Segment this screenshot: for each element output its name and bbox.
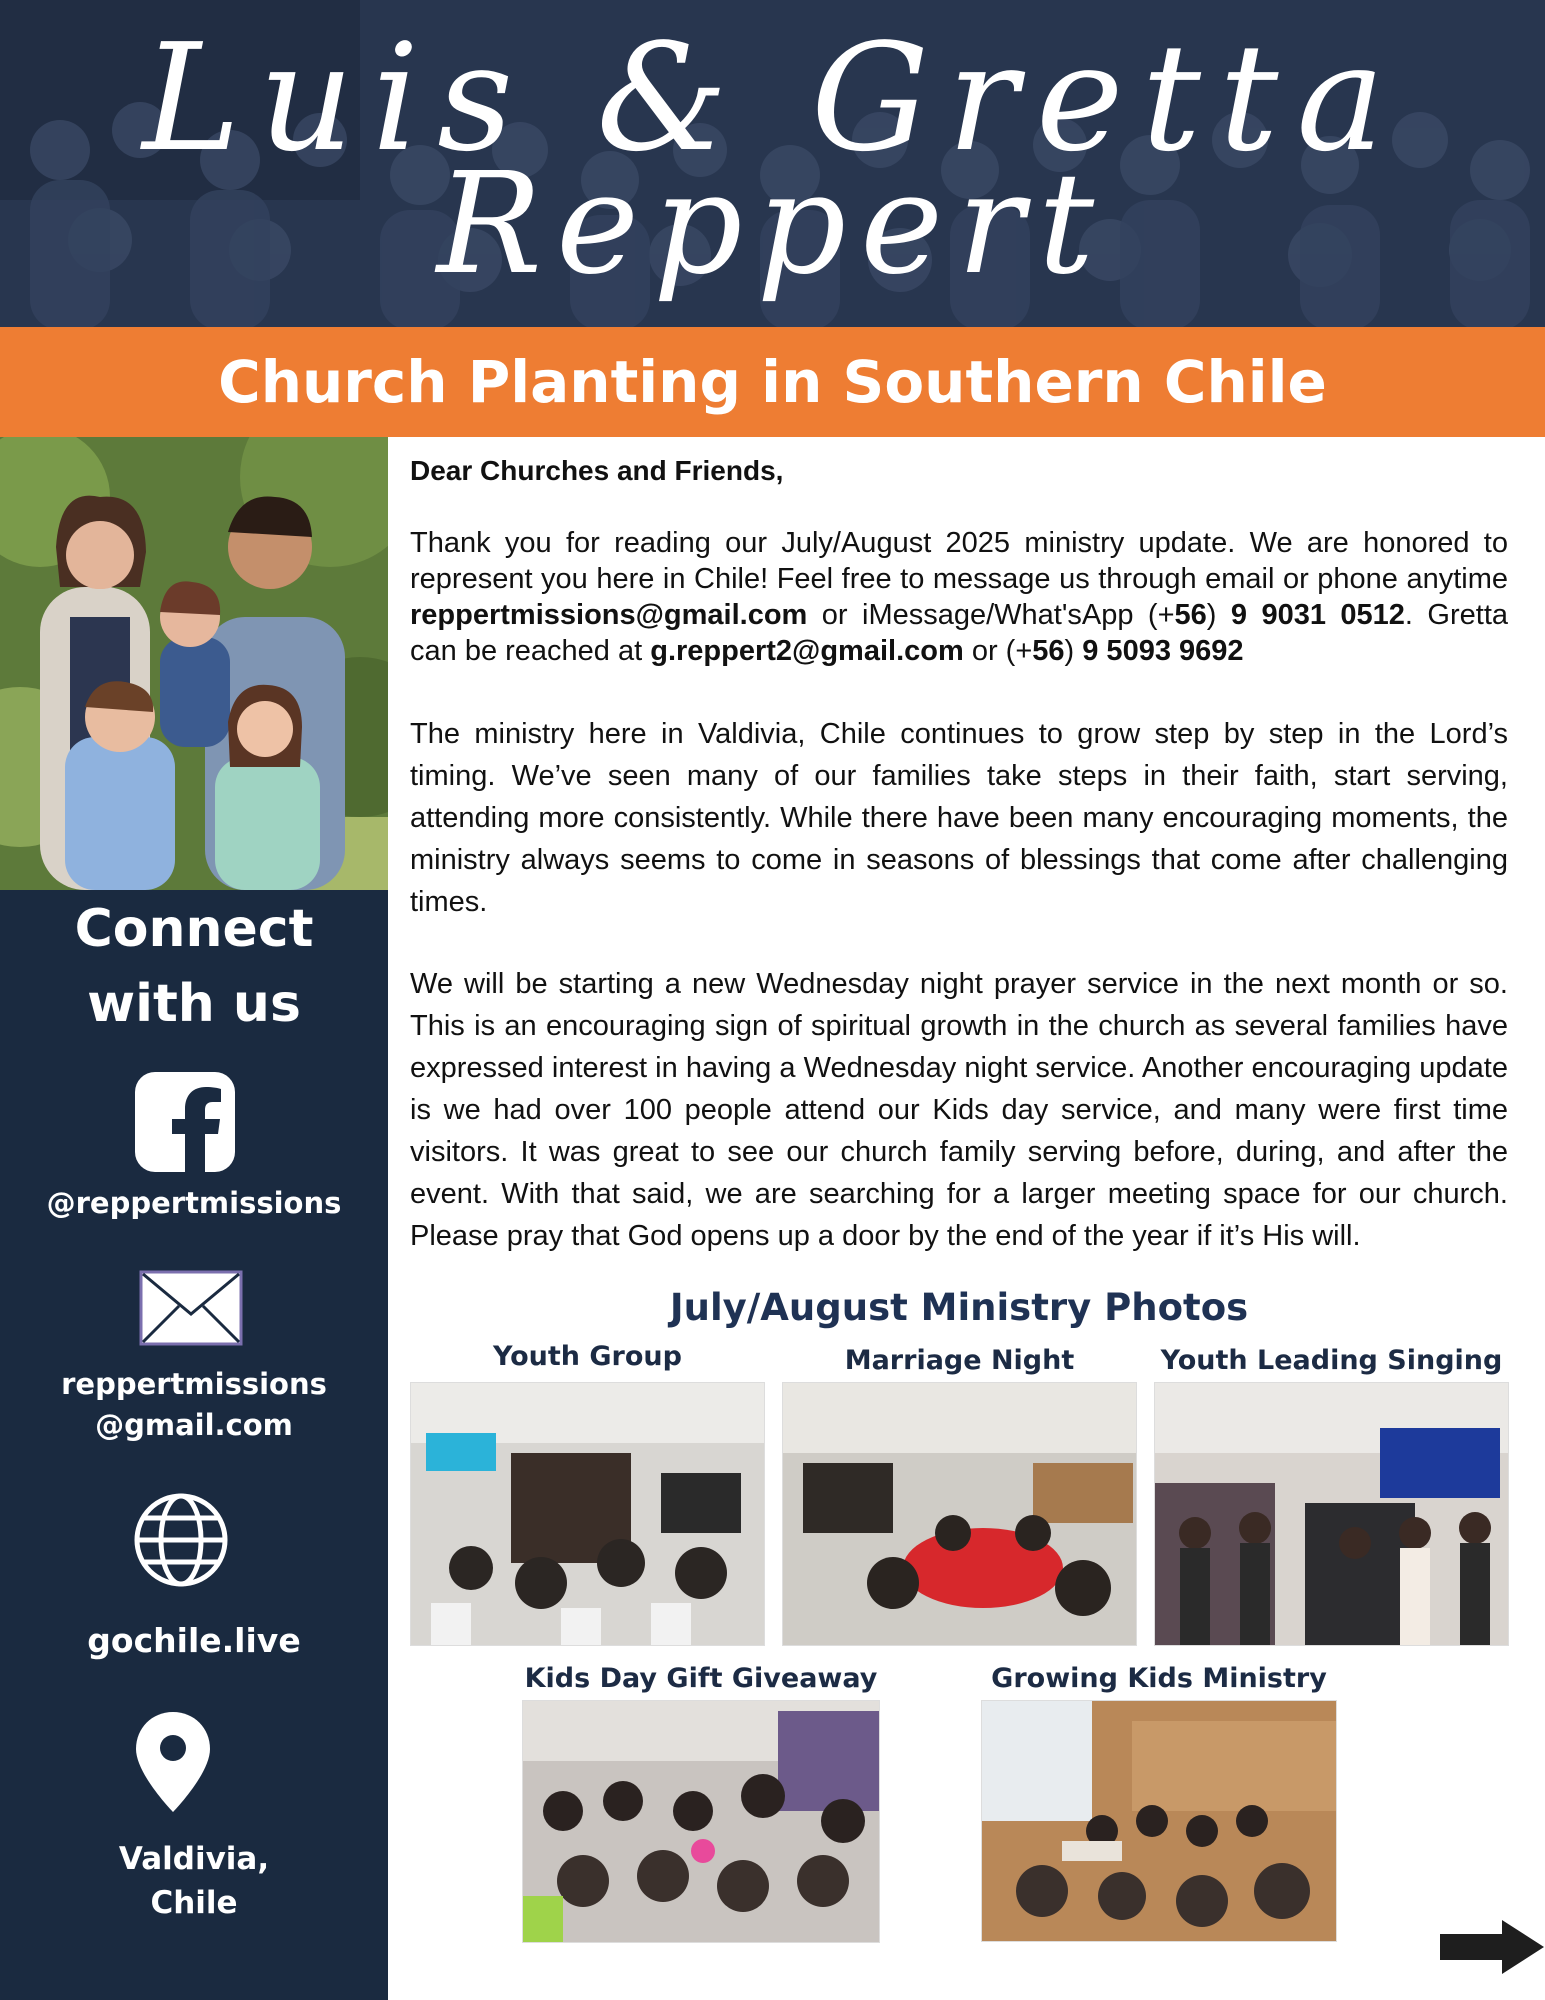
p1-text-f: ) [1064, 635, 1083, 667]
connect-title-line1: Connect [74, 899, 314, 959]
country-code-1: 56 [1174, 599, 1207, 631]
facebook-icon[interactable] [135, 1072, 235, 1172]
location-line2: Chile [150, 1885, 238, 1921]
email-line1[interactable]: reppertmissions [61, 1367, 327, 1401]
globe-icon[interactable] [133, 1492, 229, 1588]
connect-title-line2: with us [87, 974, 301, 1034]
caption-marriage-night: Marriage Night [844, 1345, 1075, 1376]
title-names: Luis & Gretta [142, 12, 1403, 184]
connect-sidebar [0, 890, 388, 2000]
p1-text-c: ) [1206, 599, 1231, 631]
location-pin-icon [136, 1712, 210, 1812]
website-link[interactable]: gochile.live [87, 1621, 301, 1660]
gretta-phone[interactable]: 9 5093 9692 [1082, 635, 1244, 667]
p1-text-e: or (+ [963, 635, 1033, 667]
caption-youth-group: Youth Group [493, 1341, 682, 1372]
photo-youth-leading-singing [1154, 1382, 1509, 1646]
facebook-handle[interactable]: @reppertmissions [46, 1186, 342, 1220]
next-page-arrow-icon[interactable] [1440, 1920, 1544, 1974]
photos-heading: July/August Ministry Photos [669, 1286, 1249, 1329]
photo-marriage-night [782, 1382, 1137, 1646]
letter-greeting: Dear Churches and Friends, [410, 455, 784, 486]
luis-email[interactable]: reppertmissions@gmail.com [410, 599, 808, 631]
caption-kids-day-gift-giveaway: Kids Day Gift Giveaway [524, 1663, 878, 1694]
caption-growing-kids-ministry: Growing Kids Ministry [991, 1663, 1327, 1694]
letter-paragraph-1 [410, 525, 1508, 669]
photo-kids-day-gift-giveaway [522, 1700, 880, 1943]
letter-paragraph-3: We will be starting a new Wednesday night prayer service in the next month or so. This is an encouraging sign of spiritual growth in the church as several families have expressed interest in having a Wednesday night service. Another encouraging update is we had over 100 people attend our Kids day service, and many were first time visitors. It was great to see our church family serving before, during, and after the event. With that said, we are searching for a larger meeting space for our church. Please pray that God opens up a door by the end of the year if it’s His will. [410, 968, 1508, 1252]
luis-phone[interactable]: 9 9031 0512 [1230, 599, 1405, 631]
subtitle-banner: Church Planting in Southern Chile [0, 327, 1545, 437]
photo-youth-group [410, 1382, 765, 1646]
letter-paragraph-2: The ministry here in Valdivia, Chile continues to grow step by step in the Lord’s timing. We’ve seen many of our families take steps in their faith, start serving, attending more consistently. While there have been many encouraging moments, the ministry always seems to come in seasons of blessings that come after challenging times. [410, 718, 1508, 918]
caption-youth-leading-singing: Youth Leading Singing [1160, 1345, 1503, 1376]
location-line1: Valdivia, [118, 1841, 270, 1877]
header-hero [0, 0, 1545, 327]
p1-text-d: . Gretta can be reached at [410, 599, 1508, 667]
email-icon[interactable] [139, 1270, 243, 1346]
p1-text-a: Thank you for reading our July/August 2025 ministry update. We are honored to represent you here in Chile! Feel free to message us through email or phone anytime [410, 527, 1508, 595]
gretta-email[interactable]: g.reppert2@gmail.com [650, 635, 964, 667]
title-surname: Reppert [436, 143, 1109, 306]
family-photo [0, 437, 388, 890]
p1-text-b: or iMessage/What'sApp (+ [807, 599, 1175, 631]
email-line2[interactable]: @gmail.com [95, 1408, 293, 1442]
country-code-2: 56 [1032, 635, 1065, 667]
photo-growing-kids-ministry [981, 1700, 1337, 1942]
